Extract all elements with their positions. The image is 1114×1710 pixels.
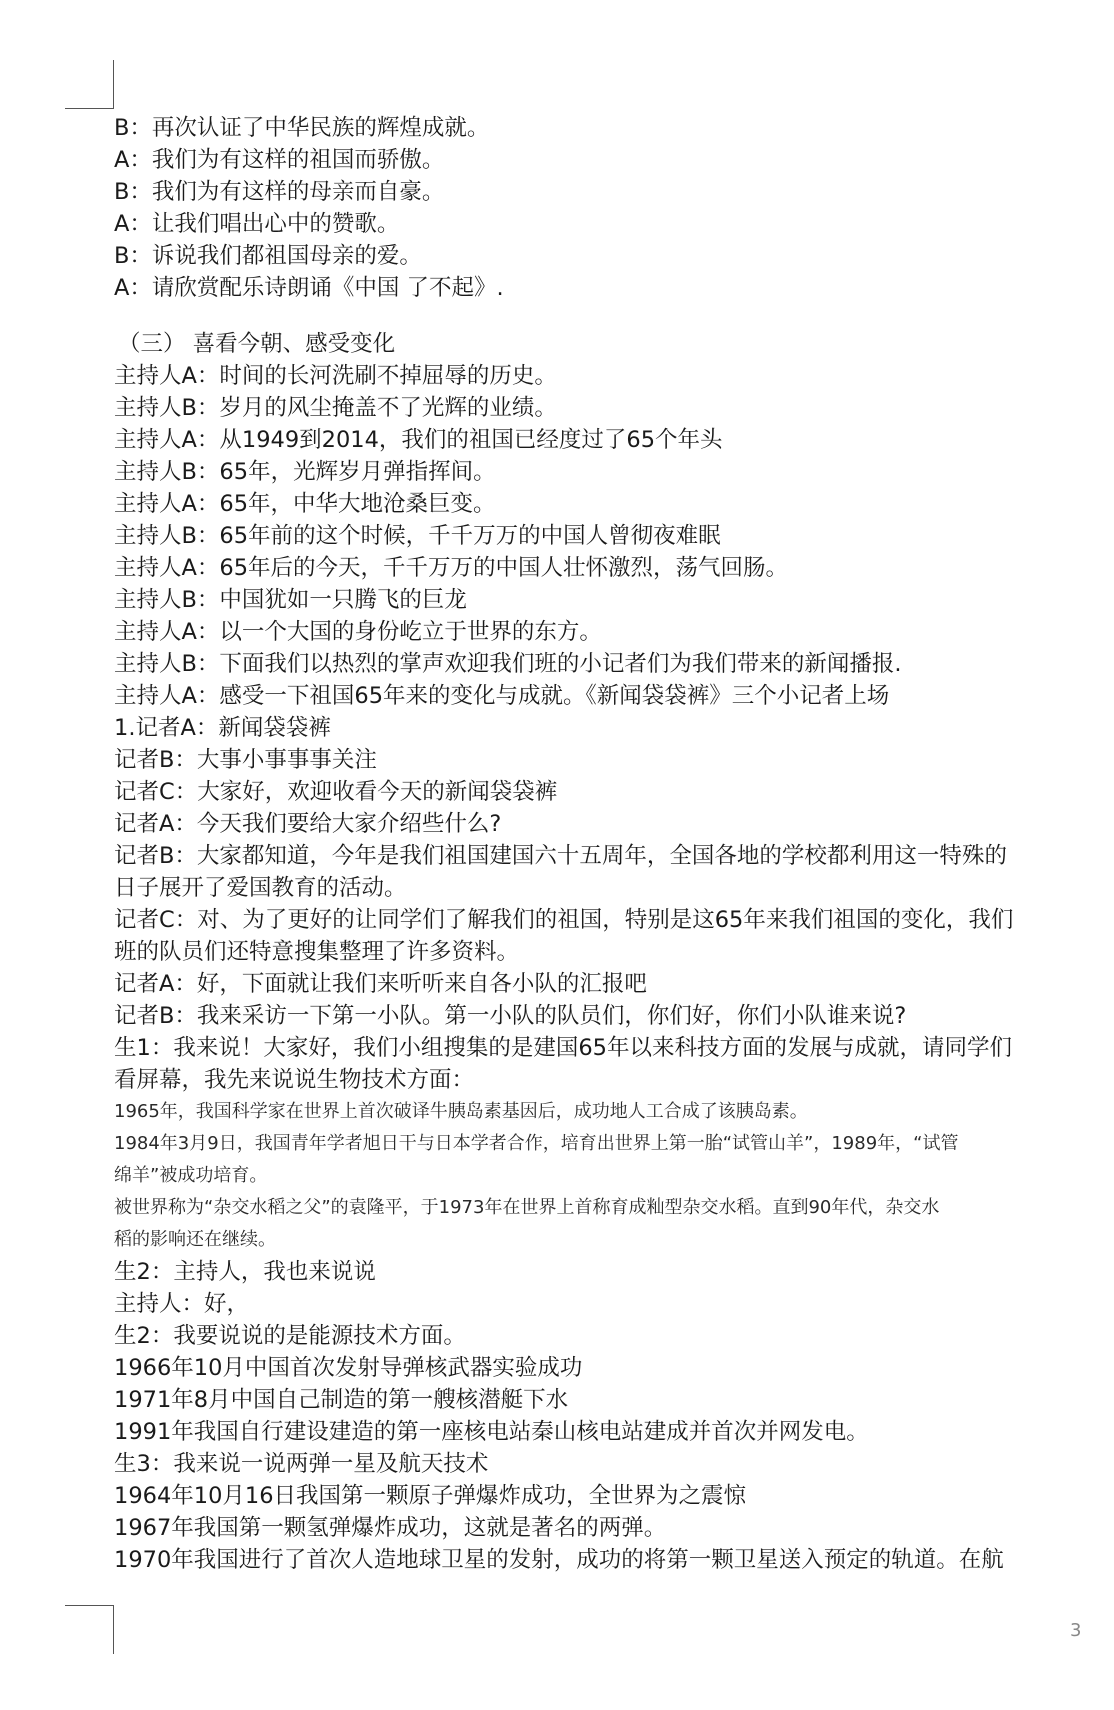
text-line: 主持人B：下面我们以热烈的掌声欢迎我们班的小记者们为我们带来的新闻播报. (114, 651, 902, 677)
text-line: A：我们为有这样的祖国而骄傲。 (114, 147, 445, 173)
text-line: 主持人A：以一个大国的身份屹立于世界的东方。 (114, 619, 602, 645)
text-line: 1.记者A：新闻袋袋裤 (114, 715, 331, 741)
text-line: 生2：主持人，我也来说说 (114, 1259, 376, 1285)
text-line: 主持人A：时间的长河洗刷不掉屈辱的历史。 (114, 363, 557, 389)
text-line: 主持人B：中国犹如一只腾飞的巨龙 (114, 587, 467, 613)
text-line: 1970年我国进行了首次人造地球卫星的发射，成功的将第一颗卫星送入预定的轨道。在航 (114, 1547, 1004, 1573)
text-line: 主持人B：65年，光辉岁月弹指挥间。 (114, 459, 496, 485)
text-line: 绵羊”被成功培育。 (114, 1165, 268, 1186)
text-line: B：我们为有这样的母亲而自豪。 (114, 179, 445, 205)
text-line: 看屏幕，我先来说说生物技术方面： (114, 1067, 475, 1093)
text-line: 记者A：今天我们要给大家介绍些什么? (114, 811, 502, 837)
text-line: 1965年，我国科学家在世界上首次破译牛胰岛素基因后，成功地人工合成了该胰岛素。 (114, 1101, 808, 1122)
blank-line (114, 304, 1114, 328)
text-line: 生1：我来说！大家好，我们小组搜集的是建国65年以来科技方面的发展与成就，请同学们 (114, 1035, 1012, 1061)
text-line: 1964年10月16日我国第一颗原子弹爆炸成功，全世界为之震惊 (114, 1483, 747, 1509)
text-line: 主持人A：从1949到2014，我们的祖国已经度过了65个年头 (114, 427, 723, 453)
text-line: 1984年3月9日，我国青年学者旭日干与日本学者合作，培育出世界上第一胎“试管山羊”，1989年，“试管 (114, 1133, 959, 1154)
text-line: B：再次认证了中华民族的辉煌成就。 (114, 115, 490, 141)
text-line: 主持人A：65年，中华大地沧桑巨变。 (114, 491, 496, 517)
document-body (114, 112, 1114, 1576)
text-line: 生3：我来说一说两弹一星及航天技术 (114, 1451, 489, 1477)
text-line: 记者C：对、为了更好的让同学们了解我们的祖国，特别是这65年来我们祖国的变化，我们 (114, 907, 1014, 933)
text-line: 记者A：好，下面就让我们来听听来自各小队的汇报吧 (114, 971, 647, 997)
text-line: 记者B：我来采访一下第一小队。第一小队的队员们，你们好，你们小队谁来说? (114, 1003, 907, 1029)
text-line: 记者B：大事小事事事关注 (114, 747, 377, 773)
text-line: 1967年我国第一颗氢弹爆炸成功，这就是著名的两弹。 (114, 1515, 667, 1541)
text-line: 主持人B：岁月的风尘掩盖不了光辉的业绩。 (114, 395, 557, 421)
text-line: 主持人B：65年前的这个时候，千千万万的中国人曾彻夜难眠 (114, 523, 721, 549)
section-heading: （三） 喜看今朝、感受变化 (118, 331, 396, 357)
text-line: 被世界称为“杂交水稻之父”的袁隆平，于1973年在世界上首称育成籼型杂交水稻。直到90年代，杂交水 (114, 1197, 940, 1218)
text-line: 1991年我国自行建设建造的第一座核电站秦山核电站建成并首次并网发电。 (114, 1419, 869, 1445)
text-line: 稻的影响还在继续。 (114, 1229, 276, 1250)
text-line: 日子展开了爱国教育的活动。 (114, 875, 407, 901)
text-line: 班的队员们还特意搜集整理了许多资料。 (114, 939, 520, 965)
text-line: 记者B：大家都知道，今年是我们祖国建国六十五周年，全国各地的学校都利用这一特殊的 (114, 843, 1007, 869)
text-line: A：请欣赏配乐诗朗诵《中国 了不起》. (114, 275, 504, 301)
text-line: B：诉说我们都祖国母亲的爱。 (114, 243, 422, 269)
text-line: 主持人A：感受一下祖国65年来的变化与成就。《新闻袋袋裤》三个小记者上场 (114, 683, 890, 709)
text-line: 主持人：好， (114, 1291, 250, 1317)
text-line: 生2：我要说说的是能源技术方面。 (114, 1323, 466, 1349)
text-line: 主持人A：65年后的今天，千千万万的中国人壮怀激烈，荡气回肠。 (114, 555, 789, 581)
text-line: 1966年10月中国首次发射导弹核武器实验成功 (114, 1355, 583, 1381)
text-line: A：让我们唱出心中的赞歌。 (114, 211, 400, 237)
text-line: 记者C：大家好，欢迎收看今天的新闻袋袋裤 (114, 779, 558, 805)
text-line: 1971年8月中国自己制造的第一艘核潜艇下水 (114, 1387, 569, 1413)
page-number: 3 (1070, 1620, 1082, 1641)
